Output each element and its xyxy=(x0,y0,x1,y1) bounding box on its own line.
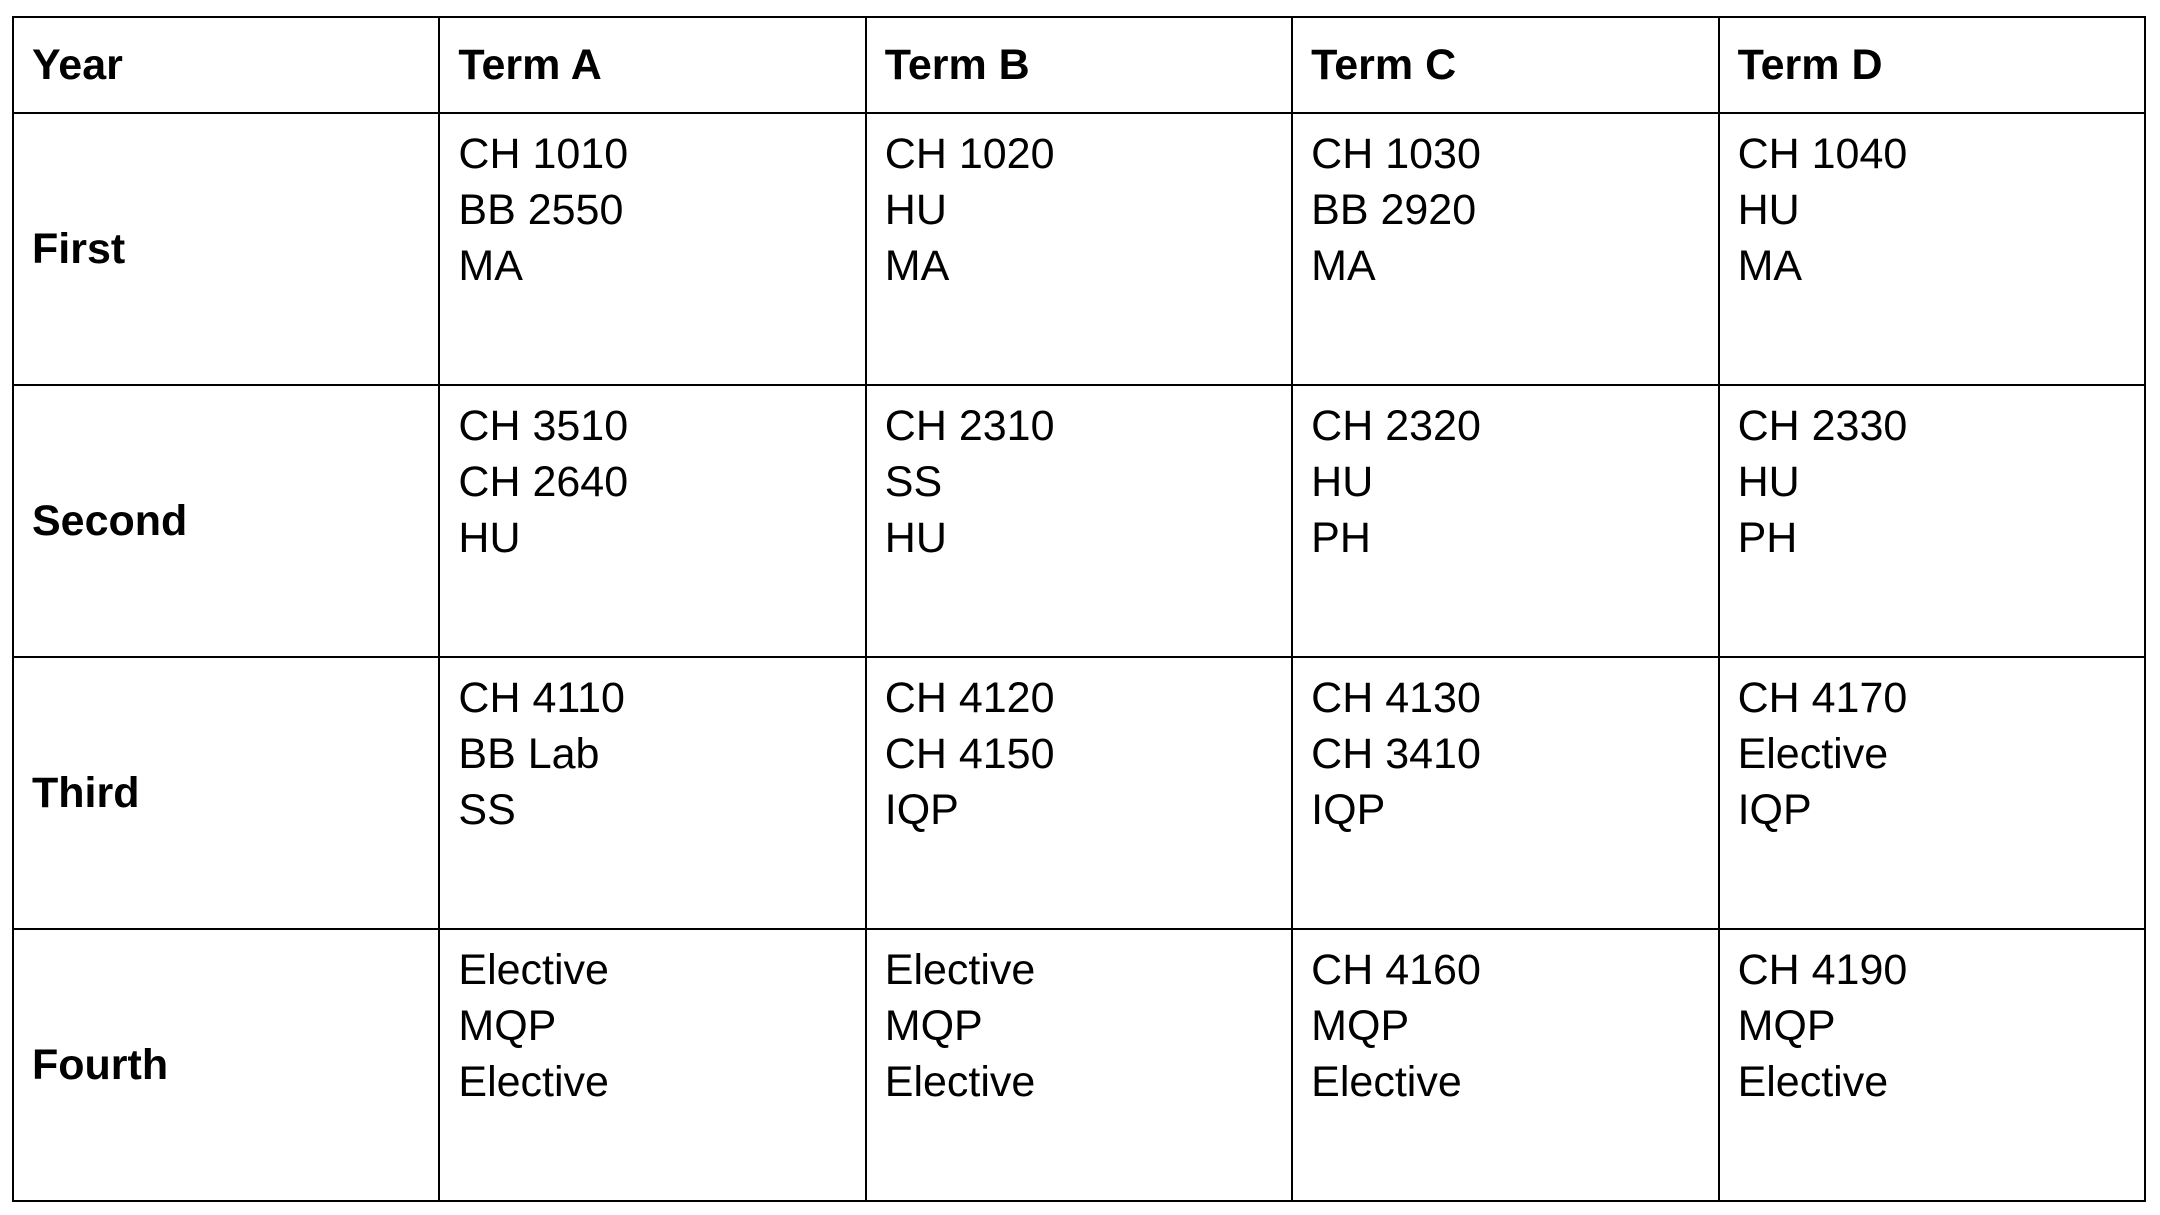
course-entry: IQP xyxy=(1737,786,1812,834)
course-entry: BB Lab xyxy=(458,730,600,778)
course-entry: MQP xyxy=(1311,1002,1410,1050)
year-label: Fourth xyxy=(13,929,439,1201)
course-entry: CH 4160 xyxy=(1311,946,1481,994)
header-year: Year xyxy=(13,17,439,113)
course-entry: CH 2320 xyxy=(1311,402,1481,450)
course-entry: BB 2920 xyxy=(1311,186,1477,234)
course-entry: CH 2640 xyxy=(458,458,629,506)
course-entry: CH 2310 xyxy=(884,402,1055,450)
table-body xyxy=(13,113,2145,1201)
header-term-b: Term B xyxy=(866,17,1292,113)
course-entry: CH 1030 xyxy=(1311,130,1481,178)
term-cell xyxy=(1719,657,2145,929)
course-entry: CH 3510 xyxy=(458,402,629,450)
header-term-d: Term D xyxy=(1719,17,2145,113)
course-schedule-table xyxy=(12,16,2146,1202)
term-cell xyxy=(1292,657,1718,929)
course-entry: CH 1040 xyxy=(1737,130,1908,178)
course-entry: CH 4130 xyxy=(1311,674,1481,722)
course-entry: HU xyxy=(458,514,521,562)
course-entry: CH 4110 xyxy=(458,674,625,722)
table-row xyxy=(13,385,2145,657)
course-entry: SS xyxy=(884,458,943,506)
course-entry: CH 1020 xyxy=(884,130,1055,178)
course-entry: CH 4190 xyxy=(1737,946,1908,994)
year-label: Third xyxy=(13,657,439,929)
term-cell xyxy=(1292,113,1718,385)
course-entry: Elective xyxy=(1737,730,1889,778)
course-entry: IQP xyxy=(884,786,959,834)
term-cell xyxy=(866,657,1292,929)
course-entry: Elective xyxy=(458,946,609,994)
course-entry: CH 3410 xyxy=(1311,730,1481,778)
term-cell xyxy=(1292,385,1718,657)
term-cell xyxy=(1719,113,2145,385)
course-entry: MQP xyxy=(1737,1002,1836,1050)
course-entry: HU xyxy=(1737,186,1800,234)
course-entry: MQP xyxy=(884,1002,983,1050)
header-term-c: Term C xyxy=(1292,17,1718,113)
term-cell xyxy=(1719,385,2145,657)
header-term-a: Term A xyxy=(439,17,865,113)
course-entry: Elective xyxy=(1737,1058,1889,1106)
course-entry: SS xyxy=(458,786,516,834)
course-entry: CH 4150 xyxy=(884,730,1055,778)
course-entry: CH 4170 xyxy=(1737,674,1908,722)
course-entry: CH 4120 xyxy=(884,674,1055,722)
year-label: First xyxy=(13,113,439,385)
course-entry: PH xyxy=(1311,514,1371,562)
course-entry: Elective xyxy=(884,946,1036,994)
course-entry: MA xyxy=(458,242,523,290)
course-entry: MA xyxy=(1311,242,1376,290)
course-entry: CH 1010 xyxy=(458,130,629,178)
header-row xyxy=(13,17,2145,113)
course-entry: IQP xyxy=(1311,786,1386,834)
course-entry: HU xyxy=(1737,458,1800,506)
term-cell xyxy=(866,385,1292,657)
term-cell xyxy=(1292,929,1718,1201)
term-cell xyxy=(439,113,865,385)
course-entry: MA xyxy=(884,242,950,290)
course-entry: Elective xyxy=(458,1058,609,1106)
course-entry: Elective xyxy=(1311,1058,1462,1106)
table-row xyxy=(13,929,2145,1201)
course-entry: BB 2550 xyxy=(458,186,624,234)
term-cell xyxy=(439,657,865,929)
table-header xyxy=(13,17,2145,113)
table-row xyxy=(13,113,2145,385)
term-cell xyxy=(866,113,1292,385)
course-entry: MA xyxy=(1737,242,1803,290)
course-entry: HU xyxy=(884,514,947,562)
course-entry: CH 2330 xyxy=(1737,402,1908,450)
term-cell xyxy=(439,929,865,1201)
term-cell xyxy=(866,929,1292,1201)
course-entry: Elective xyxy=(884,1058,1036,1106)
term-cell xyxy=(439,385,865,657)
course-entry: HU xyxy=(884,186,947,234)
course-entry: MQP xyxy=(458,1002,557,1050)
table-row xyxy=(13,657,2145,929)
course-entry: PH xyxy=(1737,514,1798,562)
course-entry: HU xyxy=(1311,458,1374,506)
year-label: Second xyxy=(13,385,439,657)
term-cell xyxy=(1719,929,2145,1201)
